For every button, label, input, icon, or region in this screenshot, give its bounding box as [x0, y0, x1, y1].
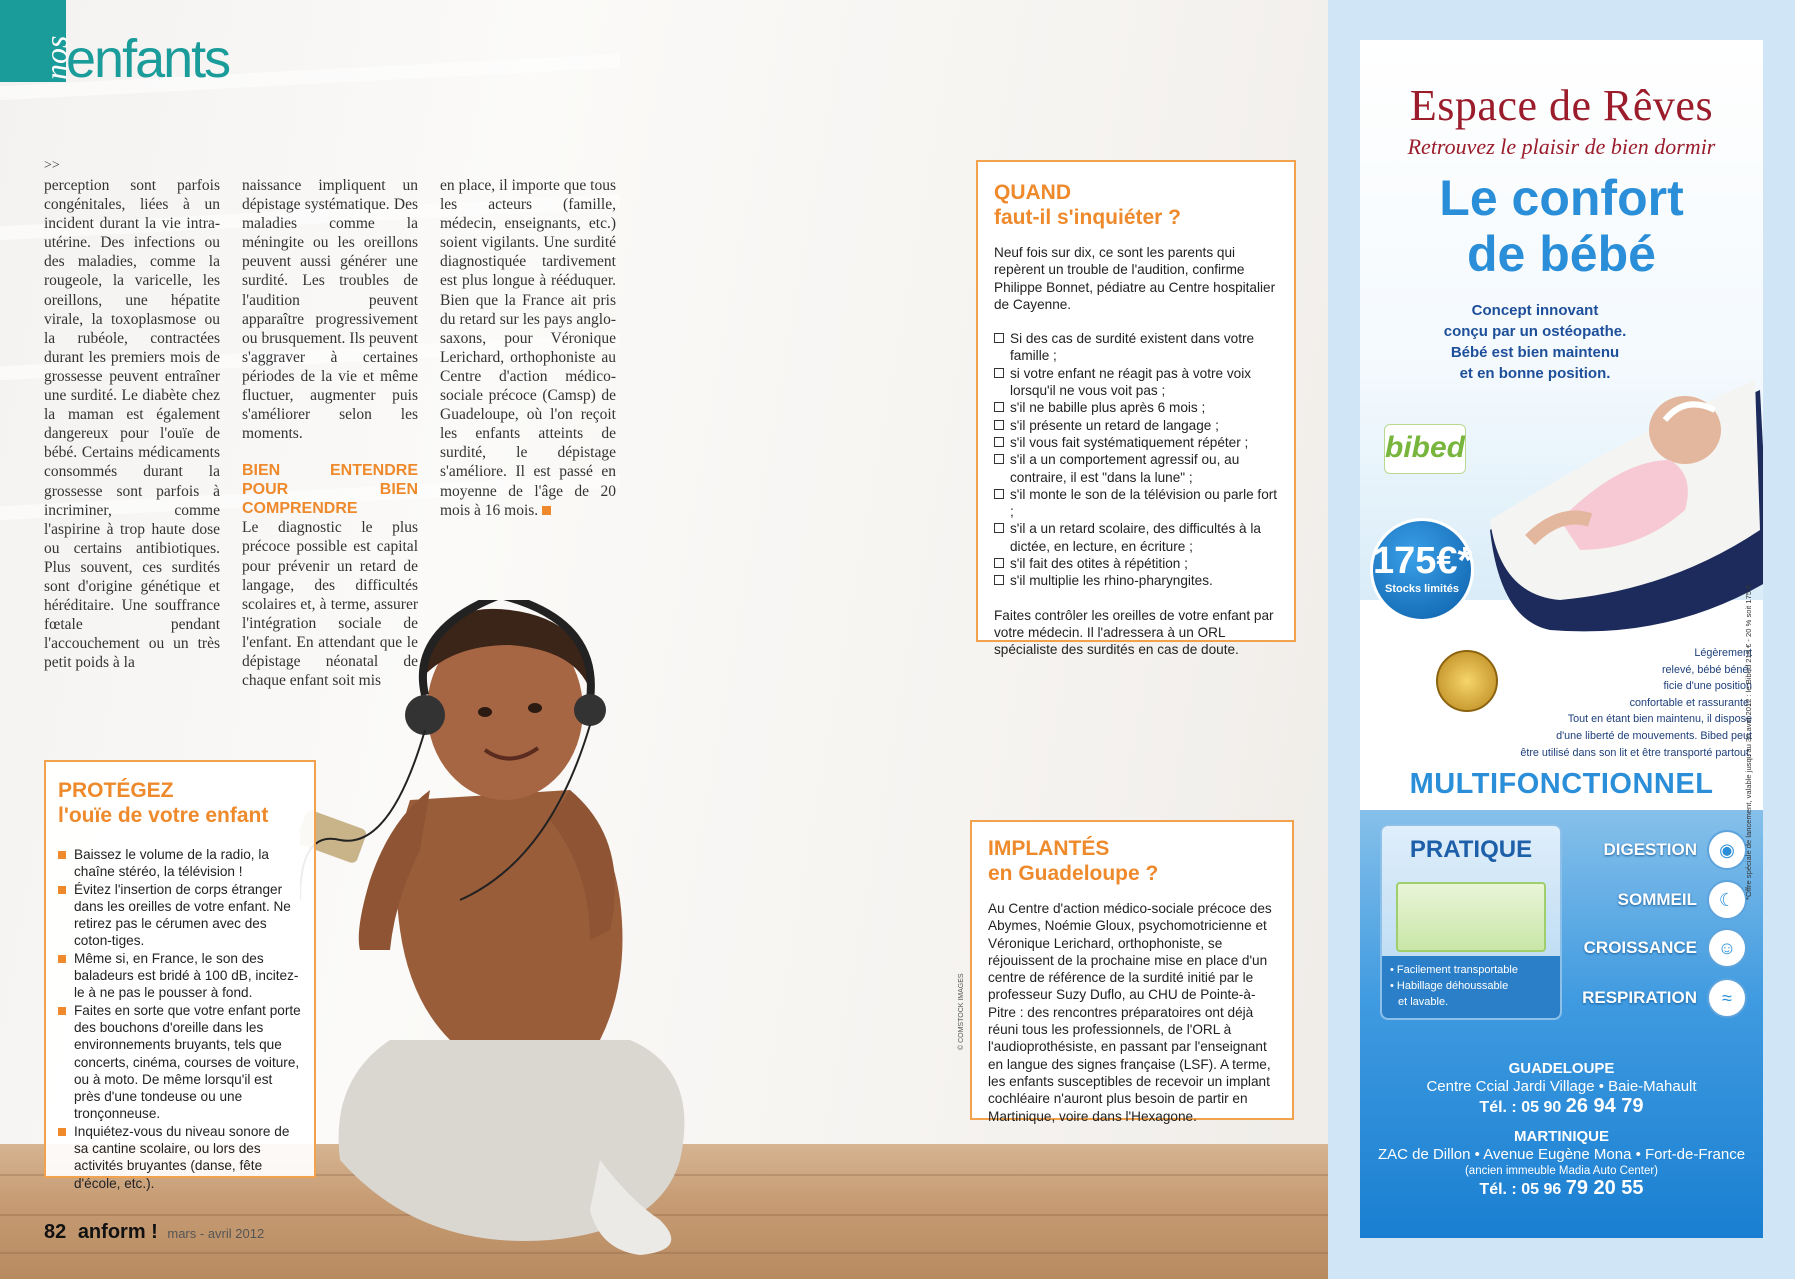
warning-signs-list: [994, 330, 1278, 589]
box-outro: Faites contrôler les oreilles de votre enfant par votre médecin. Il l'adressera à un ORL spécialiste des surdités en cas de doute.: [994, 607, 1274, 658]
box-title: PROTÉGEZ: [58, 779, 174, 802]
list-item: s'il présente un retard de langage ;: [994, 417, 1278, 434]
box-title: QUAND: [994, 181, 1071, 204]
implantes-sidebar: [970, 820, 1294, 1124]
bullet-icon: [58, 1007, 66, 1015]
list-item: Évitez l'insertion de corps étranger dans les oreilles de votre enfant. Ne retirez pas le cérumen avec des coton-tiges.: [58, 881, 302, 950]
list-item: s'il ne babille plus après 6 mois ;: [994, 399, 1278, 416]
article-text: perception sont parfois congénitales, liées à un incident durant la vie intra-utérine. Des infections ou des maladies, comme la rougeole, la varicelle, les oreillons, une hépatite virale, la toxoplasmose ou la rubéole, contractées durant les premiers mois de grossesse peuvent entraîner une surdité. Le diabète chez la maman est également dangereux pour l'ouïe de bébé. Certains médicaments consommés durant la grossesse sont parfois à incriminer, comme l'aspirine à trop haute dose ou certains antibiotiques. Plus souvent, ces surdités sont d'origine génétique et héréditaire. Une souffrance fœtale pendant l'accouchement ou un très petit poids à la: [44, 177, 220, 672]
checkbox-icon: [994, 558, 1004, 568]
advertisement: [1360, 40, 1763, 1238]
ad-headline: Le confort de bébé: [1439, 170, 1684, 282]
list-item: Si des cas de surdité existent dans votre famille ;: [994, 330, 1278, 365]
checkbox-icon: [994, 575, 1004, 585]
bullet-icon: [58, 1128, 66, 1136]
baby-with-headphones-photo: [300, 600, 770, 1260]
checkbox-icon: [994, 368, 1004, 378]
continuation-marker: >>: [44, 158, 60, 173]
list-item: Inquiétez-vous du niveau sonore de sa cantine scolaire, ou lors des activités bruyantes (danse, fête d'école, etc.).: [58, 1123, 302, 1192]
pratique-panel: [1380, 824, 1562, 1020]
list-item: s'il vous fait systématiquement répéter ;: [994, 434, 1278, 451]
box-body: Au Centre d'action médico-sociale précoce des Abymes, Noémie Gloux, psychomotricienne et Véronique Lerichard, orthophoniste, se réjouissent de la prochaine mise en place d'un centre de référence de la surdité initié par le professeur Suzy Duflo, au CHU de Pointe-à-Pitre : des rencontres préparatoires ont déjà réuni tous les professionnels, de l'ORL à l'audioprothésiste, en passant par l'enseignant en langue des signes française (LSF). A terme, les enfants susceptibles de recevoir un implant cochléaire n'auront plus besoin de partir en Martinique, voire dans l'Hexagone.: [988, 901, 1272, 1124]
gp-heading: GUADELOUPE: [1508, 1060, 1615, 1077]
issue-date: mars - avril 2012: [167, 1226, 265, 1241]
checkbox-icon: [994, 402, 1004, 412]
ad-description: Légèrement relevé, bébé béné- ficie d'une position confortable et rassurante. Tout en étant bien maintenu, il dispose d'une liberté de mouvements. Bibed peut être utilisé dans son lit et être transporté partout.: [1520, 647, 1752, 759]
benefit-digestion: DIGESTION ◉: [1603, 830, 1747, 870]
list-item: si votre enfant ne réagit pas à votre voix lorsqu'il ne vous voit pas ;: [994, 365, 1278, 400]
gp-address: Centre Ccial Jardi Village • Baie-Mahault: [1426, 1078, 1697, 1095]
end-mark-icon: [542, 506, 551, 515]
quand-sidebar: [976, 160, 1296, 658]
list-item: Même si, en France, le son des baladeurs est bridé à 100 dB, incitez-le à ne pas le pousser à fond.: [58, 950, 302, 1002]
article-subheading: BIEN ENTENDRE POUR BIEN COMPRENDRE: [242, 462, 418, 518]
checkbox-icon: [994, 437, 1004, 447]
price-badge: 175€* Stocks limités: [1370, 518, 1474, 622]
checkbox-icon: [994, 333, 1004, 343]
page-number: 82: [44, 1221, 67, 1243]
checkbox-icon: [994, 420, 1004, 430]
moon-icon: ☾: [1707, 880, 1747, 920]
article-text: en place, il importe que tous les acteurs (famille, médecin, enseignants, etc.) soient vigilants. Une surdité diagnostiquée tardivement est plus longue à rééduquer. Bien que la France ait pris du retard sur les pays anglo-saxons, pour Véronique Lerichard, orthophoniste au Centre d'action médico-sociale précoce (Camsp) de Guadeloupe, où l'on reçoit les enfants atteints de surdité, le dépistage s'améliore. Il est passé en moyenne de l'âge de 20 mois à 16 mois.: [440, 177, 616, 519]
advice-list: [58, 846, 302, 1192]
gp-phone: Tél. : 05 90 26 94 79: [1479, 1095, 1644, 1117]
mq-heading: MARTINIQUE: [1514, 1128, 1609, 1145]
bullet-icon: [58, 886, 66, 894]
box-body: [58, 846, 302, 1192]
article-column-3: [440, 176, 616, 520]
list-item: s'il a un comportement agressif ou, au contraire, il est "dans la lune" ;: [994, 451, 1278, 486]
mq-sub: (ancien immeuble Madia Auto Center): [1464, 1165, 1659, 1177]
checkbox-icon: [994, 454, 1004, 464]
photo-credit: © COMSTOCK IMAGES: [958, 973, 965, 1050]
article-text: Le diagnostic le plus précoce possible est capital pour prévenir un retard de langage, des difficultés scolaires et, à terme, assurer l'intégration sociale de l'enfant. En attendant que le dépistage néonatal de chaque enfant soit mis: [242, 519, 418, 690]
carry-bag-icon: [1396, 882, 1546, 952]
protegez-sidebar: [44, 760, 316, 1191]
benefit-croissance: CROISSANCE ☺: [1584, 928, 1747, 968]
breath-icon: ≈: [1707, 978, 1747, 1018]
ad-multifonctionnel: MULTIFONCTIONNEL: [1409, 768, 1714, 800]
digestion-icon: ◉: [1707, 830, 1747, 870]
baby-on-mattress-photo: [1470, 380, 1763, 660]
ad-concept-text: Concept innovant conçu par un ostéopathe. Bébé est bien maintenu et en bonne position.: [1443, 302, 1627, 382]
bibed-logo: bibed: [1384, 424, 1466, 474]
rubric-title: enfants: [66, 29, 230, 89]
article-text: naissance impliquent un dépistage systématique. Des maladies comme la méningite ou les oreillons peuvent aussi générer une surdité. Les troubles de l'audition peuvent apparaître progressivement ou brusquement. Ils peuvent s'aggraver à certaines périodes de la vie et même fluctuer, augmenter puis s'améliorer selon les moments.: [242, 177, 418, 443]
page-footer: [44, 1221, 264, 1244]
box-title: IMPLANTÉS: [988, 837, 1110, 860]
box-intro: Neuf fois sur dix, ce sont les parents qui repèrent un trouble de l'audition, confirme Philippe Bonnet, pédiatre au Centre hospitalier de Cayenne.: [994, 245, 1276, 312]
mq-address: ZAC de Dillon • Avenue Eugène Mona • Fort-de-France: [1377, 1146, 1746, 1163]
box-title: faut-il s'inquiéter ?: [994, 206, 1182, 229]
list-item: s'il monte le son de la télévision ou parle fort ;: [994, 486, 1278, 521]
pratique-features: • Facilement transportable • Habillage déhoussable et lavable.: [1390, 964, 1518, 1008]
magazine-name: anform !: [77, 1221, 158, 1243]
list-item: s'il fait des otites à répétition ;: [994, 555, 1278, 572]
box-title: l'ouïe de votre enfant: [58, 804, 269, 827]
benefit-sommeil: SOMMEIL ☾: [1618, 880, 1747, 920]
list-item: s'il multiplie les rhino-pharyngites.: [994, 572, 1278, 589]
article-column-2: [242, 176, 418, 690]
checkbox-icon: [994, 523, 1004, 533]
pratique-title: PRATIQUE: [1409, 836, 1533, 863]
checkbox-icon: [994, 489, 1004, 499]
list-item: Baissez le volume de la radio, la chaîne stéréo, la télévision !: [58, 846, 302, 881]
box-body: [994, 244, 1278, 659]
rubric-prefix: nos: [38, 35, 74, 80]
child-icon: ☺: [1707, 928, 1747, 968]
benefit-respiration: RESPIRATION ≈: [1582, 978, 1747, 1018]
ad-contacts: [1360, 1060, 1763, 1200]
mq-phone: Tél. : 05 96 79 20 55: [1479, 1177, 1644, 1199]
bullet-icon: [58, 851, 66, 859]
ad-tagline: Retrouvez le plaisir de bien dormir: [1407, 134, 1716, 159]
list-item: Faites en sorte que votre enfant porte des bouchons d'oreille dans les environnements bruyants, tels que concerts, cinéma, courses de voiture, ou à moto. De même lorsqu'il est près d'une tondeuse ou une tronçonneuse.: [58, 1002, 302, 1123]
bullet-icon: [58, 955, 66, 963]
article-column-1: [44, 176, 220, 672]
ad-brand: Espace de Rêves: [1409, 81, 1714, 130]
ad-legal-notice: *Offre spéciale de lancement, valable jusqu'au 30 avril 2012 : le Bibed 219 € - 20 % soit 175 €: [1744, 584, 1753, 900]
box-title: en Guadeloupe ?: [988, 862, 1159, 885]
list-item: s'il a un retard scolaire, des difficultés à la dictée, en lecture, en écriture ;: [994, 520, 1278, 555]
